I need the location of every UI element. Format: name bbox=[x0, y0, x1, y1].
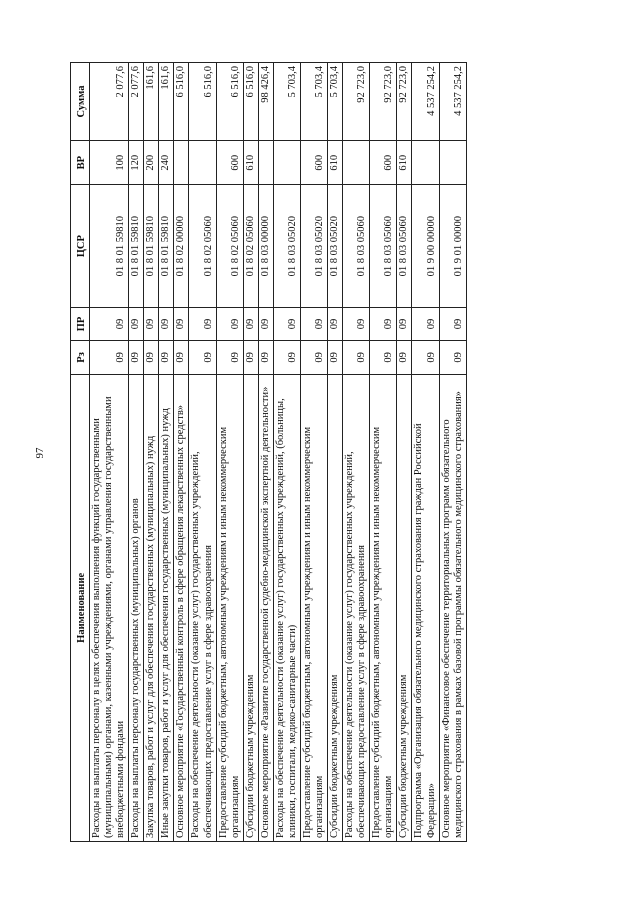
table-row bbox=[370, 63, 397, 842]
row-pr-cell: 09 bbox=[243, 307, 258, 340]
row-sum-cell: 4 537 254,2 bbox=[439, 63, 466, 141]
row-vr-cell: 610 bbox=[328, 140, 343, 185]
table-body bbox=[90, 63, 467, 842]
row-vr-cell: 200 bbox=[144, 140, 159, 185]
row-rz-cell: 09 bbox=[273, 341, 300, 374]
row-name-cell: Иные закупки товаров, работ и услуг для обеспечения государственных (муниципальных) нужд bbox=[159, 374, 174, 841]
row-sum-cell: 5 703,4 bbox=[300, 63, 327, 141]
row-sum-cell: 161,6 bbox=[159, 63, 174, 141]
row-rz-cell: 09 bbox=[243, 341, 258, 374]
row-csr-cell: 01 8 01 59810 bbox=[90, 185, 129, 307]
row-rz-cell: 09 bbox=[439, 341, 466, 374]
header-csr: ЦСР bbox=[71, 185, 90, 307]
row-csr-cell: 01 8 03 05060 bbox=[343, 185, 370, 307]
row-vr-cell bbox=[258, 140, 273, 185]
row-csr-cell: 01 8 01 59810 bbox=[129, 185, 144, 307]
header-name: Наименование bbox=[71, 374, 90, 841]
row-sum-cell: 98 426,4 bbox=[258, 63, 273, 141]
row-name-cell: Расходы на выплаты персоналу в целях обеспечения выполнения функций государственными (муниципальными) органами, казенными учреждениями, органами управления государственными внебюджетными фондами bbox=[90, 374, 129, 841]
row-vr-cell: 100 bbox=[90, 140, 129, 185]
table-row bbox=[189, 63, 216, 842]
page-number: 97 bbox=[34, 447, 46, 459]
row-rz-cell: 09 bbox=[258, 341, 273, 374]
row-vr-cell: 240 bbox=[159, 140, 174, 185]
row-vr-cell: 610 bbox=[397, 140, 412, 185]
table-row bbox=[144, 63, 159, 842]
table-row bbox=[343, 63, 370, 842]
row-sum-cell: 92 723,0 bbox=[397, 63, 412, 141]
row-pr-cell: 09 bbox=[439, 307, 466, 340]
row-sum-cell: 6 516,0 bbox=[189, 63, 216, 141]
row-vr-cell: 610 bbox=[243, 140, 258, 185]
row-rz-cell: 09 bbox=[189, 341, 216, 374]
row-csr-cell: 01 9 01 00000 bbox=[439, 185, 466, 307]
table-row bbox=[412, 63, 439, 842]
table-row bbox=[159, 63, 174, 842]
table-row bbox=[129, 63, 144, 842]
row-name-cell: Основное мероприятие «Финансовое обеспечение территориальных программ обязательного медицинского страхования в рамках базовой программы обязательного медицинского страхования» bbox=[439, 374, 466, 841]
row-rz-cell: 09 bbox=[90, 341, 129, 374]
table-row bbox=[397, 63, 412, 842]
header-sum: Сумма bbox=[71, 63, 90, 141]
row-csr-cell: 01 8 01 59810 bbox=[159, 185, 174, 307]
row-sum-cell: 92 723,0 bbox=[343, 63, 370, 141]
row-rz-cell: 09 bbox=[343, 341, 370, 374]
row-pr-cell: 09 bbox=[189, 307, 216, 340]
row-vr-cell: 600 bbox=[300, 140, 327, 185]
row-pr-cell: 09 bbox=[129, 307, 144, 340]
row-rz-cell: 09 bbox=[174, 341, 189, 374]
row-csr-cell: 01 8 02 05060 bbox=[243, 185, 258, 307]
rotated-table-container bbox=[70, 62, 590, 842]
row-vr-cell: 600 bbox=[370, 140, 397, 185]
row-sum-cell: 5 703,4 bbox=[273, 63, 300, 141]
row-name-cell: Расходы на обеспечение деятельности (оказание услуг) государственных учреждений, (больницы, клиники, госпитали, медико-санитарные части) bbox=[273, 374, 300, 841]
row-csr-cell: 01 8 02 05060 bbox=[189, 185, 216, 307]
row-sum-cell: 92 723,0 bbox=[370, 63, 397, 141]
row-pr-cell: 09 bbox=[258, 307, 273, 340]
row-rz-cell: 09 bbox=[144, 341, 159, 374]
row-sum-cell: 6 516,0 bbox=[243, 63, 258, 141]
table-row bbox=[243, 63, 258, 842]
row-rz-cell: 09 bbox=[397, 341, 412, 374]
row-sum-cell: 6 516,0 bbox=[174, 63, 189, 141]
row-rz-cell: 09 bbox=[129, 341, 144, 374]
row-sum-cell: 2 077,6 bbox=[129, 63, 144, 141]
row-csr-cell: 01 8 02 00000 bbox=[174, 185, 189, 307]
table-row bbox=[300, 63, 327, 842]
table-header-row bbox=[71, 63, 90, 842]
header-vr: ВР bbox=[71, 140, 90, 185]
table-row bbox=[216, 63, 243, 842]
row-name-cell: Предоставление субсидий бюджетным, автономным учреждениям и иным некоммерческим организациям bbox=[370, 374, 397, 841]
row-pr-cell: 09 bbox=[397, 307, 412, 340]
row-name-cell: Расходы на обеспечение деятельности (оказание услуг) государственных учреждений, обеспечивающих предоставление услуг в сфере здравоохранения bbox=[343, 374, 370, 841]
row-csr-cell: 01 8 03 05020 bbox=[300, 185, 327, 307]
row-pr-cell: 09 bbox=[174, 307, 189, 340]
row-rz-cell: 09 bbox=[328, 341, 343, 374]
row-name-cell: Предоставление субсидий бюджетным, автономным учреждениям и иным некоммерческим организациям bbox=[216, 374, 243, 841]
budget-table bbox=[70, 62, 467, 842]
row-pr-cell: 09 bbox=[300, 307, 327, 340]
row-name-cell: Субсидии бюджетным учреждениям bbox=[328, 374, 343, 841]
row-vr-cell: 120 bbox=[129, 140, 144, 185]
row-sum-cell: 2 077,6 bbox=[90, 63, 129, 141]
row-rz-cell: 09 bbox=[412, 341, 439, 374]
table-row bbox=[174, 63, 189, 842]
row-pr-cell: 09 bbox=[216, 307, 243, 340]
row-sum-cell: 4 537 254,2 bbox=[412, 63, 439, 141]
row-pr-cell: 09 bbox=[159, 307, 174, 340]
row-vr-cell bbox=[189, 140, 216, 185]
header-pr: ПР bbox=[71, 307, 90, 340]
row-name-cell: Субсидии бюджетным учреждениям bbox=[243, 374, 258, 841]
row-rz-cell: 09 bbox=[300, 341, 327, 374]
row-name-cell: Субсидии бюджетным учреждениям bbox=[397, 374, 412, 841]
row-sum-cell: 6 516,0 bbox=[216, 63, 243, 141]
row-vr-cell bbox=[439, 140, 466, 185]
row-csr-cell: 01 8 03 00000 bbox=[258, 185, 273, 307]
row-vr-cell: 600 bbox=[216, 140, 243, 185]
row-rz-cell: 09 bbox=[216, 341, 243, 374]
row-csr-cell: 01 8 03 05020 bbox=[273, 185, 300, 307]
row-name-cell: Расходы на обеспечение деятельности (оказание услуг) государственных учреждений, обеспечивающих предоставление услуг в сфере здравоохранения bbox=[189, 374, 216, 841]
row-pr-cell: 09 bbox=[370, 307, 397, 340]
row-name-cell: Подпрограмма «Организация обязательного медицинского страхования граждан Российской Федерации» bbox=[412, 374, 439, 841]
table-row bbox=[328, 63, 343, 842]
row-rz-cell: 09 bbox=[159, 341, 174, 374]
row-name-cell: Основное мероприятие «Государственный контроль в сфере обращения лекарственных средств» bbox=[174, 374, 189, 841]
table-row bbox=[90, 63, 129, 842]
row-vr-cell bbox=[174, 140, 189, 185]
table-row bbox=[273, 63, 300, 842]
row-csr-cell: 01 9 00 00000 bbox=[412, 185, 439, 307]
row-pr-cell: 09 bbox=[90, 307, 129, 340]
row-vr-cell bbox=[343, 140, 370, 185]
row-pr-cell: 09 bbox=[343, 307, 370, 340]
row-pr-cell: 09 bbox=[273, 307, 300, 340]
row-name-cell: Предоставление субсидий бюджетным, автономным учреждениям и иным некоммерческим организациям bbox=[300, 374, 327, 841]
row-csr-cell: 01 8 03 05060 bbox=[397, 185, 412, 307]
row-csr-cell: 01 8 02 05060 bbox=[216, 185, 243, 307]
row-pr-cell: 09 bbox=[328, 307, 343, 340]
row-pr-cell: 09 bbox=[144, 307, 159, 340]
table-row bbox=[439, 63, 466, 842]
row-sum-cell: 5 703,4 bbox=[328, 63, 343, 141]
row-sum-cell: 161,6 bbox=[144, 63, 159, 141]
row-csr-cell: 01 8 03 05060 bbox=[370, 185, 397, 307]
row-vr-cell bbox=[273, 140, 300, 185]
header-rz: Рз bbox=[71, 341, 90, 374]
row-vr-cell bbox=[412, 140, 439, 185]
table-row bbox=[258, 63, 273, 842]
row-name-cell: Основное мероприятие «Развитие государственной судебно-медицинской экспертной деятельности» bbox=[258, 374, 273, 841]
row-name-cell: Расходы на выплаты персоналу государственных (муниципальных) органов bbox=[129, 374, 144, 841]
row-csr-cell: 01 8 03 05020 bbox=[328, 185, 343, 307]
row-name-cell: Закупка товаров, работ и услуг для обеспечения государственных (муниципальных) нужд bbox=[144, 374, 159, 841]
row-csr-cell: 01 8 01 59810 bbox=[144, 185, 159, 307]
row-pr-cell: 09 bbox=[412, 307, 439, 340]
row-rz-cell: 09 bbox=[370, 341, 397, 374]
